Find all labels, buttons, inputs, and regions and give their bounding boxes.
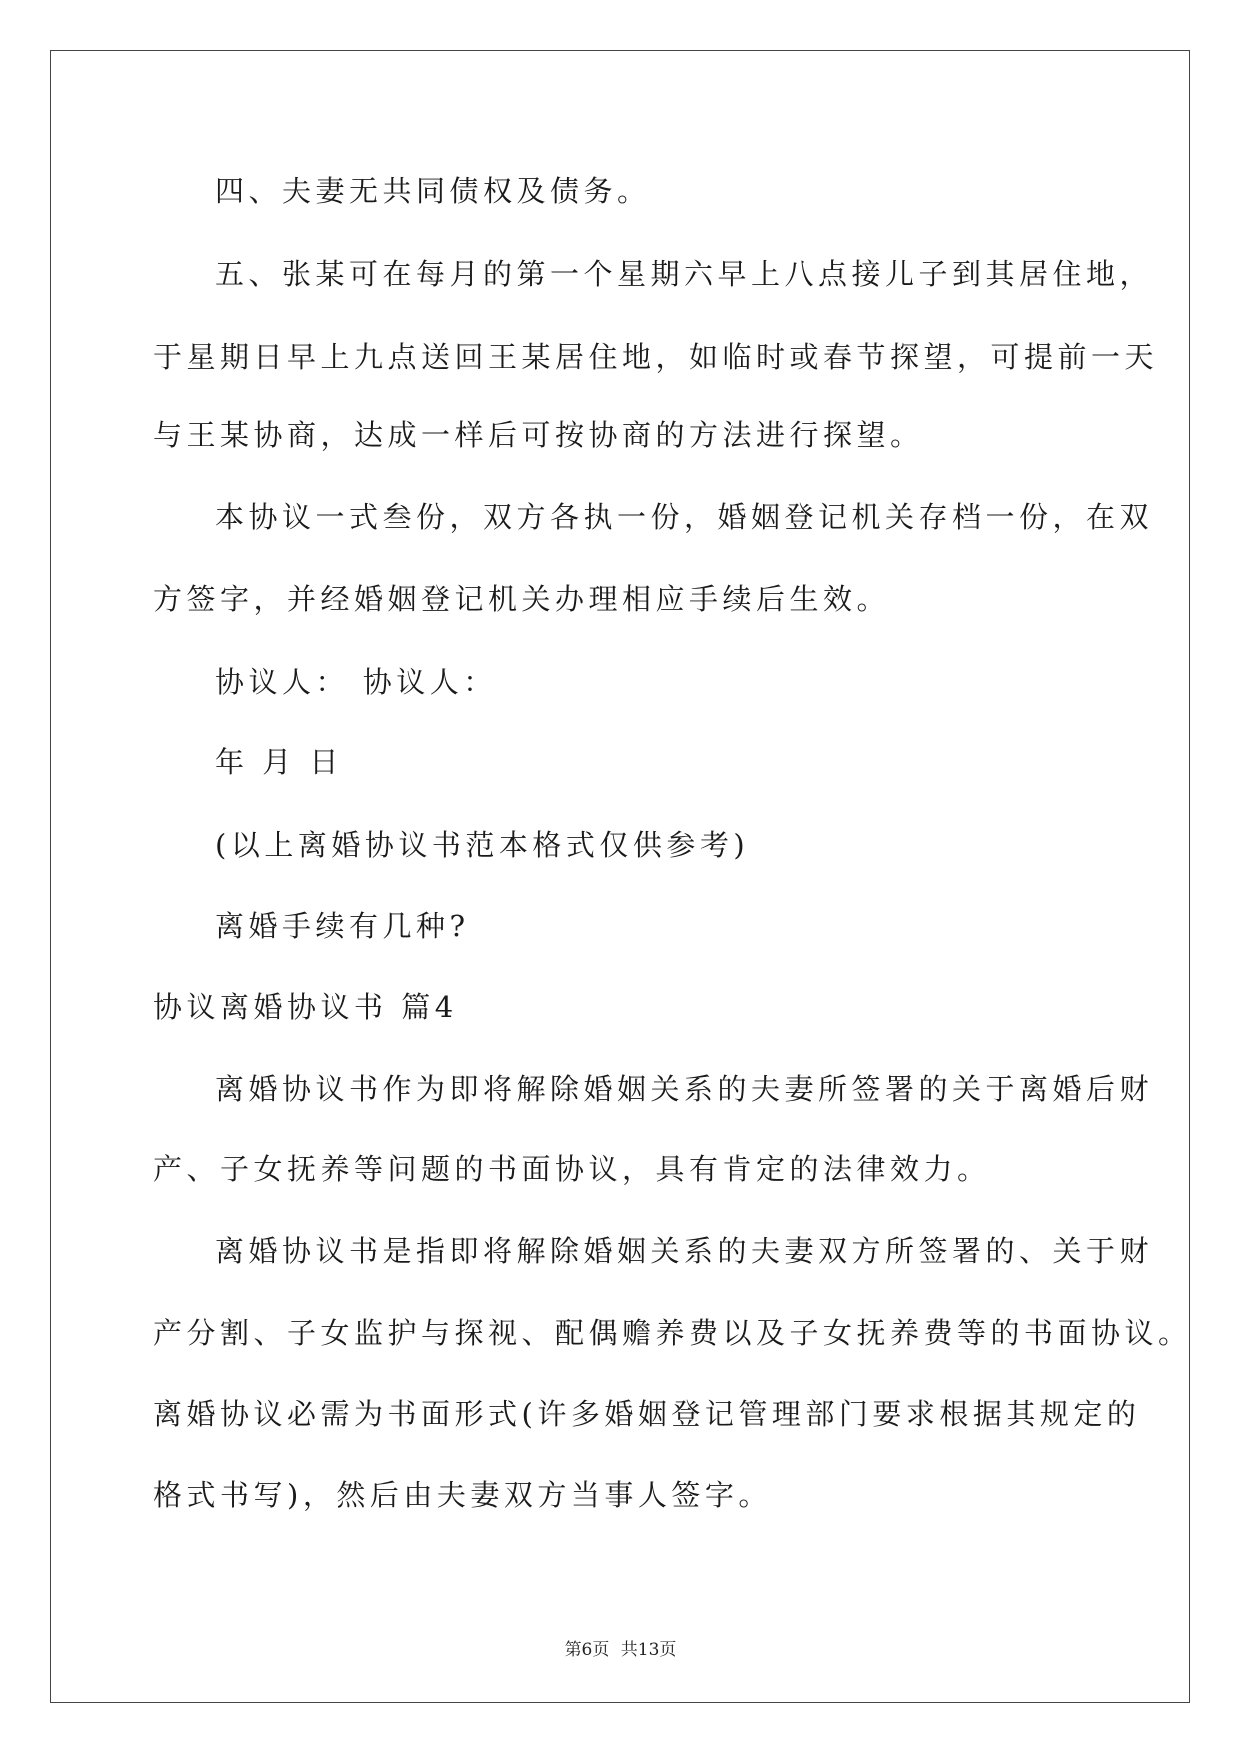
paragraph-line: 于星期日早上九点送回王某居住地，如临时或春节探望，可提前一天 <box>153 340 1159 374</box>
paragraph-line: 四、夫妻无共同债权及债务。 <box>215 174 651 208</box>
page-number: 第6页 <box>564 1640 610 1660</box>
paragraph-line: 产、子女抚养等问题的书面协议，具有肯定的法律效力。 <box>153 1152 991 1186</box>
paragraph-line: 方签字，并经婚姻登记机关办理相应手续后生效。 <box>153 582 891 616</box>
paragraph-line: 与王某协商，达成一样后可按协商的方法进行探望。 <box>153 418 924 452</box>
page-total: 共13页 <box>620 1640 677 1660</box>
paragraph-line: 离婚协议书是指即将解除婚姻关系的夫妻双方所签署的、关于财 <box>215 1234 1154 1268</box>
paragraph-line: 五、张某可在每月的第一个星期六早上八点接儿子到其居住地， <box>215 257 1154 291</box>
paragraph-line: 本协议一式叁份，双方各执一份，婚姻登记机关存档一份，在双 <box>215 500 1154 534</box>
paragraph-line: 离婚协议书作为即将解除婚姻关系的夫妻所签署的关于离婚后财 <box>215 1072 1154 1106</box>
paragraph-line: 产分割、子女监护与探视、配偶赡养费以及子女抚养费等的书面协议。 <box>153 1316 1192 1350</box>
paragraph-line: 格式书写)，然后由夫妻双方当事人签字。 <box>153 1478 772 1512</box>
page-border <box>50 50 1190 1703</box>
paragraph-line: 离婚手续有几种? <box>215 909 470 943</box>
signature-line: 协议人： 协议人： <box>215 665 497 699</box>
section-heading: 协议离婚协议书 篇4 <box>153 990 458 1024</box>
paragraph-line: 离婚协议必需为书面形式(许多婚姻登记管理部门要求根据其规定的 <box>153 1397 1141 1431</box>
page-footer <box>0 1635 1241 1660</box>
paragraph-line: (以上离婚协议书范本格式仅供参考) <box>215 828 750 862</box>
date-line: 年 月 日 <box>215 745 343 779</box>
